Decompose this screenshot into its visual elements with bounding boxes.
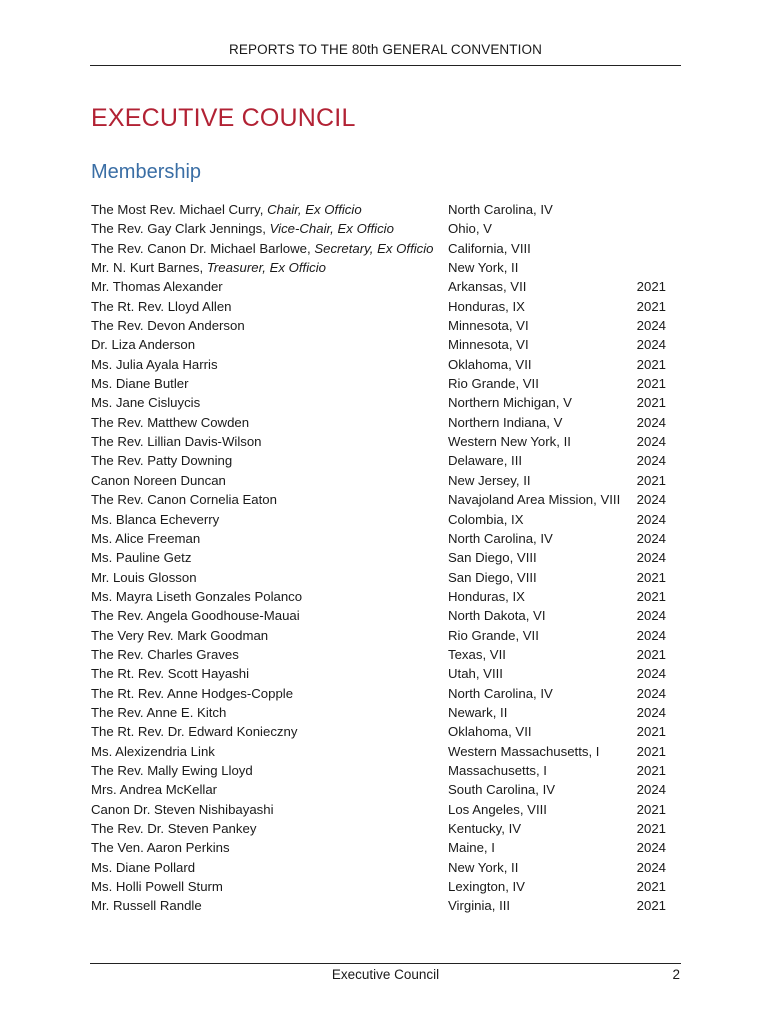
member-diocese: New York, II	[448, 859, 519, 875]
member-name	[91, 432, 262, 451]
member-name	[91, 277, 223, 296]
member-term: 2024	[636, 704, 666, 720]
member-diocese: Western New York, II	[448, 434, 571, 450]
member-name-text: The Rev. Gay Clark Jennings,	[91, 221, 270, 237]
member-diocese: Minnesota, VI	[448, 337, 529, 353]
member-term: 2024	[636, 337, 666, 353]
member-row	[91, 664, 666, 683]
section-title: EXECUTIVE COUNCIL	[91, 104, 356, 132]
member-name	[91, 761, 253, 780]
member-name	[91, 896, 202, 915]
member-name-text: The Rev. Mally Ewing Lloyd	[91, 762, 253, 778]
member-name	[91, 606, 300, 625]
page-number: 2	[672, 967, 680, 982]
member-name	[91, 258, 326, 277]
member-diocese: Honduras, IX	[448, 588, 525, 604]
member-name-text: The Rev. Patty Downing	[91, 453, 233, 469]
member-diocese: North Carolina, IV	[448, 685, 553, 701]
member-row	[91, 703, 666, 722]
member-diocese: Colombia, IX	[448, 511, 524, 527]
member-row	[91, 297, 666, 316]
member-term: 2021	[636, 569, 666, 585]
member-name	[91, 877, 223, 896]
member-name-text: Mr. Thomas Alexander	[91, 279, 223, 295]
member-name	[91, 819, 256, 838]
member-name-text: Ms. Alice Freeman	[91, 530, 201, 546]
member-row	[91, 471, 666, 490]
member-name-text: Canon Noreen Duncan	[91, 472, 226, 488]
section-subtitle: Membership	[91, 161, 202, 183]
member-name-text: The Rev. Angela Goodhouse-Mauai	[91, 608, 300, 624]
member-name	[91, 742, 215, 761]
member-name	[91, 548, 191, 567]
member-row	[91, 568, 666, 587]
member-row	[91, 626, 666, 645]
member-row	[91, 393, 666, 412]
member-name	[91, 335, 195, 354]
member-name-text: The Rev. Canon Dr. Michael Barlowe,	[91, 240, 315, 256]
member-term: 2024	[636, 859, 666, 875]
member-term: 2024	[636, 434, 666, 450]
member-name	[91, 645, 239, 664]
member-diocese: Oklahoma, VII	[448, 724, 532, 740]
member-diocese: Honduras, IX	[448, 298, 525, 314]
member-term: 2024	[636, 530, 666, 546]
member-name-text: The Very Rev. Mark Goodman	[91, 627, 269, 643]
member-diocese: San Diego, VIII	[448, 569, 537, 585]
member-term: 2024	[636, 453, 666, 469]
member-name-text: The Rev. Matthew Cowden	[91, 414, 250, 430]
member-term: 2021	[636, 646, 666, 662]
member-name	[91, 451, 232, 470]
member-row	[91, 858, 666, 877]
member-term: 2024	[636, 492, 666, 508]
member-name	[91, 858, 195, 877]
member-row	[91, 780, 666, 799]
header-divider	[90, 65, 681, 66]
member-term: 2024	[636, 627, 666, 643]
member-row	[91, 258, 666, 277]
member-diocese: Delaware, III	[448, 453, 523, 469]
member-role: Treasurer, Ex Officio	[206, 260, 327, 276]
member-diocese: North Dakota, VI	[448, 608, 546, 624]
member-row	[91, 529, 666, 548]
footer-title: Executive Council	[331, 967, 440, 982]
member-row	[91, 490, 666, 509]
member-diocese: Texas, VII	[448, 646, 506, 662]
member-term: 2021	[636, 743, 666, 759]
member-diocese: Virginia, III	[448, 898, 511, 914]
member-term: 2024	[636, 550, 666, 566]
member-term: 2021	[636, 724, 666, 740]
member-name	[91, 703, 226, 722]
member-row	[91, 451, 666, 470]
member-name-text: Ms. Diane Butler	[91, 376, 189, 392]
member-row	[91, 219, 666, 238]
member-name	[91, 780, 217, 799]
member-diocese: Oklahoma, VII	[448, 356, 532, 372]
member-row	[91, 374, 666, 393]
member-name	[91, 200, 362, 219]
running-header: REPORTS TO THE 80th GENERAL CONVENTION	[229, 42, 542, 57]
member-diocese: Northern Michigan, V	[448, 395, 572, 411]
member-role: Chair, Ex Officio	[267, 202, 362, 217]
member-term: 2021	[636, 898, 666, 914]
member-name	[91, 722, 297, 741]
member-name-text: Ms. Julia Ayala Harris	[91, 356, 218, 372]
member-name	[91, 239, 434, 258]
member-diocese: Minnesota, VI	[448, 318, 529, 334]
member-term: 2021	[636, 801, 666, 817]
member-name-text: Mr. N. Kurt Barnes,	[91, 260, 207, 276]
footer-divider	[90, 963, 681, 964]
member-term: 2021	[636, 298, 666, 314]
member-name-text: Ms. Blanca Echeverry	[91, 511, 220, 527]
member-diocese: Ohio, V	[448, 221, 492, 237]
member-term: 2021	[636, 821, 666, 836]
member-diocese: California, VIII	[448, 240, 531, 256]
member-name-text: Ms. Holli Powell Sturm	[91, 879, 223, 895]
member-row	[91, 896, 666, 915]
member-row	[91, 432, 666, 451]
member-role: Vice-Chair, Ex Officio	[269, 221, 394, 237]
member-name	[91, 490, 277, 509]
member-term: 2021	[636, 472, 666, 488]
member-name	[91, 529, 200, 548]
member-term: 2024	[636, 840, 666, 856]
member-name-text: Dr. Liza Anderson	[91, 337, 196, 353]
member-row	[91, 645, 666, 664]
member-name-text: Ms. Jane Cisluycis	[91, 395, 201, 411]
member-name-text: Mr. Russell Randle	[91, 898, 202, 914]
member-name-text: The Rev. Lillian Davis-Wilson	[91, 434, 262, 450]
member-name-text: The Rev. Devon Anderson	[91, 318, 245, 334]
member-term: 2021	[636, 879, 666, 895]
member-name	[91, 587, 302, 606]
member-name	[91, 684, 293, 703]
member-diocese: Massachusetts, I	[448, 762, 547, 778]
member-term: 2021	[636, 279, 666, 295]
member-name-text: Ms. Diane Pollard	[91, 859, 196, 875]
member-row	[91, 819, 666, 838]
member-diocese: North Carolina, IV	[448, 530, 553, 546]
member-name	[91, 355, 218, 374]
member-name	[91, 413, 249, 432]
member-diocese: North Carolina, IV	[448, 202, 553, 217]
member-term: 2021	[636, 395, 666, 411]
member-term: 2024	[636, 782, 666, 798]
member-term: 2024	[636, 666, 666, 682]
member-term: 2024	[636, 608, 666, 624]
member-diocese: Maine, I	[448, 840, 495, 856]
member-diocese: Western Massachusetts, I	[448, 743, 600, 759]
member-name	[91, 316, 245, 335]
member-row	[91, 606, 666, 625]
member-row	[91, 335, 666, 354]
member-name-text: The Rev. Anne E. Kitch	[91, 704, 227, 720]
member-name-text: Ms. Mayra Liseth Gonzales Polanco	[91, 588, 303, 604]
member-diocese: Utah, VIII	[448, 666, 503, 682]
member-diocese: Rio Grande, VII	[448, 627, 539, 643]
member-row	[91, 277, 666, 296]
member-row	[91, 761, 666, 780]
member-name-text: The Rt. Rev. Lloyd Allen	[91, 298, 232, 314]
member-diocese: Lexington, IV	[448, 879, 525, 895]
member-diocese: Los Angeles, VIII	[448, 801, 547, 817]
member-term: 2024	[636, 318, 666, 334]
member-diocese: New York, II	[448, 260, 519, 276]
member-row	[91, 587, 666, 606]
member-name-text: Mrs. Andrea McKellar	[91, 782, 218, 798]
member-diocese: Navajoland Area Mission, VIII	[448, 492, 621, 508]
member-row	[91, 684, 666, 703]
member-name-text: The Rev. Charles Graves	[91, 646, 239, 662]
member-term: 2024	[636, 511, 666, 527]
member-term: 2024	[636, 685, 666, 701]
member-name-text: The Rev. Canon Cornelia Eaton	[91, 492, 277, 508]
member-name-text: The Rev. Dr. Steven Pankey	[91, 821, 257, 836]
member-term: 2021	[636, 356, 666, 372]
member-diocese: New Jersey, II	[448, 472, 531, 488]
member-name-text: Canon Dr. Steven Nishibayashi	[91, 801, 274, 817]
member-role: Secretary, Ex Officio	[314, 240, 434, 256]
member-name-text: Mr. Louis Glosson	[91, 569, 197, 585]
member-name	[91, 510, 219, 529]
member-row	[91, 239, 666, 258]
member-name-text: The Rt. Rev. Anne Hodges-Copple	[91, 685, 294, 701]
member-row	[91, 316, 666, 335]
member-name-text: The Ven. Aaron Perkins	[91, 840, 230, 856]
member-name	[91, 219, 394, 238]
member-name-text: Ms. Alexizendria Link	[91, 743, 215, 759]
member-row	[91, 200, 666, 219]
member-row	[91, 413, 666, 432]
member-row	[91, 355, 666, 374]
member-name-text: The Most Rev. Michael Curry,	[91, 202, 268, 217]
member-term: 2021	[636, 588, 666, 604]
member-name	[91, 838, 230, 857]
member-row	[91, 742, 666, 761]
member-name	[91, 626, 268, 645]
member-row	[91, 877, 666, 896]
member-row	[91, 722, 666, 741]
member-name-text: Ms. Pauline Getz	[91, 550, 192, 566]
member-diocese: Rio Grande, VII	[448, 376, 539, 392]
member-name	[91, 800, 274, 819]
member-name	[91, 568, 197, 587]
member-name	[91, 393, 200, 412]
member-name	[91, 297, 232, 316]
member-row	[91, 548, 666, 567]
member-diocese: San Diego, VIII	[448, 550, 537, 566]
member-name	[91, 374, 188, 393]
member-term: 2024	[636, 414, 666, 430]
member-name	[91, 664, 249, 683]
member-diocese: Newark, II	[448, 704, 508, 720]
member-name-text: The Rt. Rev. Dr. Edward Konieczny	[91, 724, 298, 740]
member-term: 2021	[636, 762, 666, 778]
membership-list	[91, 200, 666, 916]
member-row	[91, 510, 666, 529]
member-diocese: Arkansas, VII	[448, 279, 527, 295]
member-term: 2021	[636, 376, 666, 392]
member-name-text: The Rt. Rev. Scott Hayashi	[91, 666, 250, 682]
member-row	[91, 800, 666, 819]
member-row	[91, 838, 666, 857]
member-diocese: Northern Indiana, V	[448, 414, 563, 430]
member-name	[91, 471, 226, 490]
member-diocese: South Carolina, IV	[448, 782, 556, 798]
member-diocese: Kentucky, IV	[448, 821, 522, 836]
